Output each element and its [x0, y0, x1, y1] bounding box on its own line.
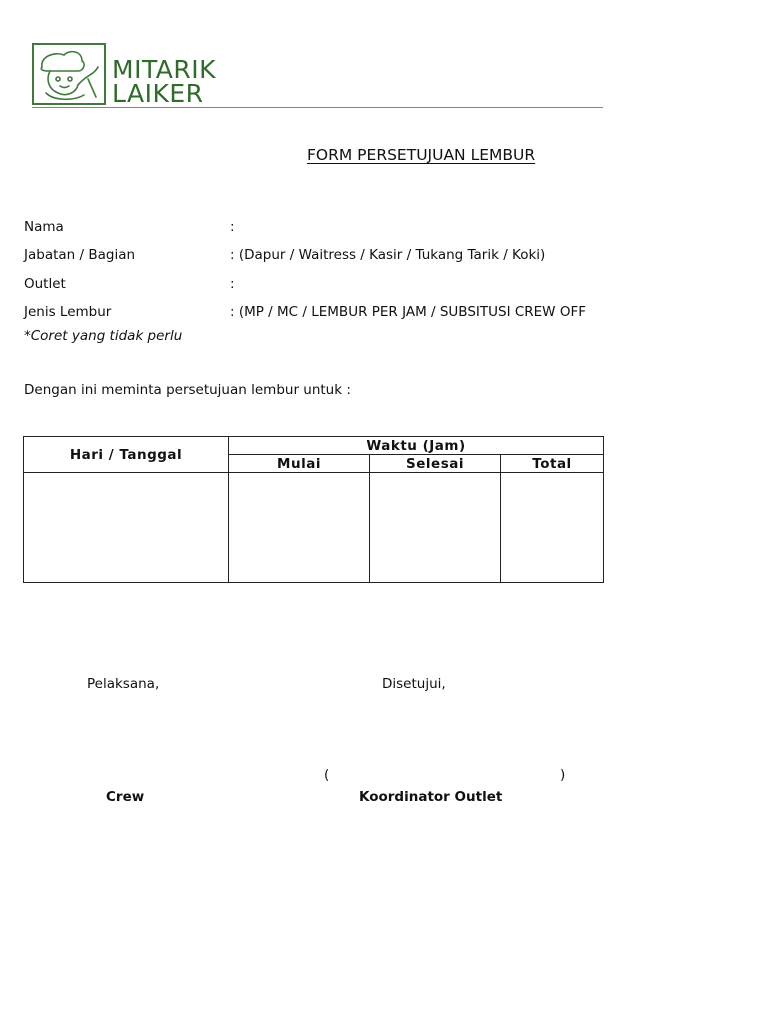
logo-wordmark — [112, 55, 217, 108]
strike-note: *Coret yang tidak perlu — [24, 328, 183, 344]
header-divider — [32, 107, 603, 108]
form-title: FORM PERSETUJUAN LEMBUR — [307, 146, 536, 164]
field-nama-value[interactable]: : — [230, 219, 235, 235]
cell-total[interactable] — [501, 473, 604, 583]
header-start: Mulai — [229, 455, 370, 473]
paren-close: ) — [560, 767, 566, 783]
header-end: Selesai — [370, 455, 501, 473]
paren-open: ( — [324, 767, 330, 783]
field-jenis-lembur-label: Jenis Lembur — [24, 304, 112, 320]
logo-line-1: MITARIK — [112, 55, 217, 84]
logo-image — [32, 43, 106, 105]
signature-right-role: Koordinator Outlet — [359, 789, 503, 805]
signature-left-role: Crew — [106, 789, 145, 805]
field-outlet-label: Outlet — [24, 276, 66, 292]
signature-left-label: Pelaksana, — [87, 676, 160, 692]
header-total: Total — [501, 455, 604, 473]
signature-right-label: Disetujui, — [382, 676, 446, 692]
field-jabatan-value[interactable]: : (Dapur / Waitress / Kasir / Tukang Tarik / Koki) — [230, 247, 546, 263]
cell-start[interactable] — [229, 473, 370, 583]
intro-text: Dengan ini meminta persetujuan lembur untuk : — [24, 382, 351, 398]
field-outlet-value[interactable]: : — [230, 276, 235, 292]
table-row — [24, 473, 604, 583]
overtime-table — [23, 436, 604, 583]
cell-end[interactable] — [370, 473, 501, 583]
cell-date[interactable] — [24, 473, 229, 583]
field-jabatan-label: Jabatan / Bagian — [24, 247, 136, 263]
header-date: Hari / Tanggal — [24, 437, 229, 473]
field-nama-label: Nama — [24, 219, 64, 235]
field-jenis-lembur-value[interactable]: : (MP / MC / LEMBUR PER JAM / SUBSITUSI CREW OFF — [230, 304, 586, 320]
header-time-group: Waktu (Jam) — [229, 437, 604, 455]
logo-line-2: LAIKER — [112, 79, 204, 108]
chef-cat-logo-icon — [34, 45, 104, 103]
